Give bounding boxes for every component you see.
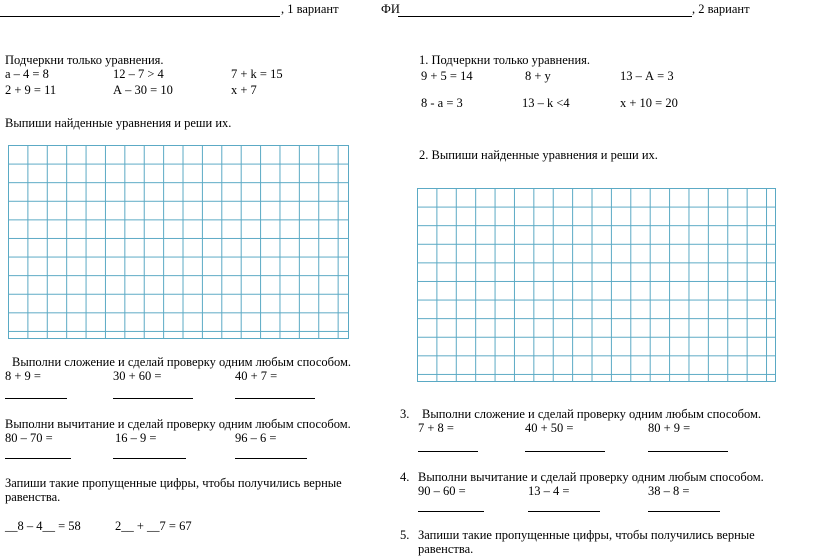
- v1-task1-item[interactable]: 12 – 7 > 4: [113, 67, 164, 81]
- variant1-label: , 1 вариант: [281, 2, 339, 16]
- v2-task1-item[interactable]: х + 10 = 20: [620, 96, 678, 110]
- v2-grid-answer-area[interactable]: [417, 188, 776, 382]
- name-line-left[interactable]: [0, 16, 280, 17]
- v1-task3-item: 30 + 60 =: [113, 369, 162, 383]
- v1-answer-line[interactable]: [113, 398, 193, 399]
- v2-task3-item: 80 + 9 =: [648, 421, 691, 435]
- v2-task4-item: 38 – 8 =: [648, 484, 690, 498]
- name-line-right[interactable]: [398, 16, 692, 17]
- v2-task2-title: 2. Выпиши найденные уравнения и реши их.: [419, 148, 658, 162]
- v1-task5-item[interactable]: 2__ + __7 = 67: [115, 519, 192, 533]
- v2-task4-title: Выполни вычитание и сделай проверку одним любым способом.: [418, 470, 764, 484]
- v1-task4-item: 80 – 70 =: [5, 431, 53, 445]
- v2-task3-title: Выполни сложение и сделай проверку одним любым способом.: [422, 407, 762, 421]
- v1-task3-item: 40 + 7 =: [235, 369, 278, 383]
- v2-answer-line[interactable]: [418, 511, 484, 512]
- v1-answer-line[interactable]: [5, 458, 71, 459]
- v2-task5-title-cont: равенства.: [418, 542, 474, 556]
- v2-task5-title: Запиши такие пропущенные цифры, чтобы получились верные: [418, 528, 755, 542]
- v1-task5-title-cont: равенства.: [5, 490, 61, 504]
- v1-task3-title: Выполни сложение и сделай проверку одним любым способом.: [12, 355, 352, 369]
- v2-task3-number: 3.: [400, 407, 410, 421]
- v1-task1-item[interactable]: х + 7: [231, 83, 257, 97]
- variant2-label: , 2 вариант: [692, 2, 750, 16]
- v2-task1-item[interactable]: 13 – А = 3: [620, 69, 674, 83]
- v1-task4-title: Выполни вычитание и сделай проверку одним любым способом.: [5, 417, 351, 431]
- v1-task5-item[interactable]: __8 – 4__ = 58: [5, 519, 81, 533]
- v2-answer-line[interactable]: [525, 451, 605, 452]
- v2-task4-item: 90 – 60 =: [418, 484, 466, 498]
- v2-task1-item[interactable]: 8 - а = 3: [421, 96, 463, 110]
- v1-task4-item: 16 – 9 =: [115, 431, 157, 445]
- v1-task1-item[interactable]: а – 4 = 8: [5, 67, 49, 81]
- v1-task3-item: 8 + 9 =: [5, 369, 41, 383]
- v2-task1-title: 1. Подчеркни только уравнения.: [419, 53, 591, 67]
- v2-answer-line[interactable]: [528, 511, 600, 512]
- v1-task1-item[interactable]: 2 + 9 = 11: [5, 83, 57, 97]
- v1-task2-title: Выпиши найденные уравнения и реши их.: [5, 116, 232, 130]
- v1-answer-line[interactable]: [113, 458, 186, 459]
- v1-task1-item[interactable]: А – 30 = 10: [113, 83, 173, 97]
- v1-task1-title: Подчеркни только уравнения.: [5, 53, 164, 67]
- v2-task1-item[interactable]: 9 + 5 = 14: [421, 69, 473, 83]
- v2-answer-line[interactable]: [418, 451, 478, 452]
- v2-answer-line[interactable]: [648, 511, 720, 512]
- v1-task4-item: 96 – 6 =: [235, 431, 277, 445]
- v2-task3-item: 7 + 8 =: [418, 421, 454, 435]
- v1-answer-line[interactable]: [5, 398, 67, 399]
- v2-task1-item[interactable]: 13 – k <4: [522, 96, 570, 110]
- v2-task3-item: 40 + 50 =: [525, 421, 574, 435]
- v1-grid-answer-area[interactable]: [8, 145, 349, 339]
- v2-task4-number: 4.: [400, 470, 410, 484]
- v1-answer-line[interactable]: [235, 398, 315, 399]
- v2-answer-line[interactable]: [648, 451, 728, 452]
- v2-task4-item: 13 – 4 =: [528, 484, 570, 498]
- name-prefix: ФИ: [381, 2, 400, 16]
- v1-answer-line[interactable]: [235, 458, 307, 459]
- v1-task5-title: Запиши такие пропущенные цифры, чтобы получились верные: [5, 476, 342, 490]
- v1-task1-item[interactable]: 7 + k = 15: [231, 67, 283, 81]
- v2-task5-number: 5.: [400, 528, 410, 542]
- v2-task1-item[interactable]: 8 + у: [525, 69, 551, 83]
